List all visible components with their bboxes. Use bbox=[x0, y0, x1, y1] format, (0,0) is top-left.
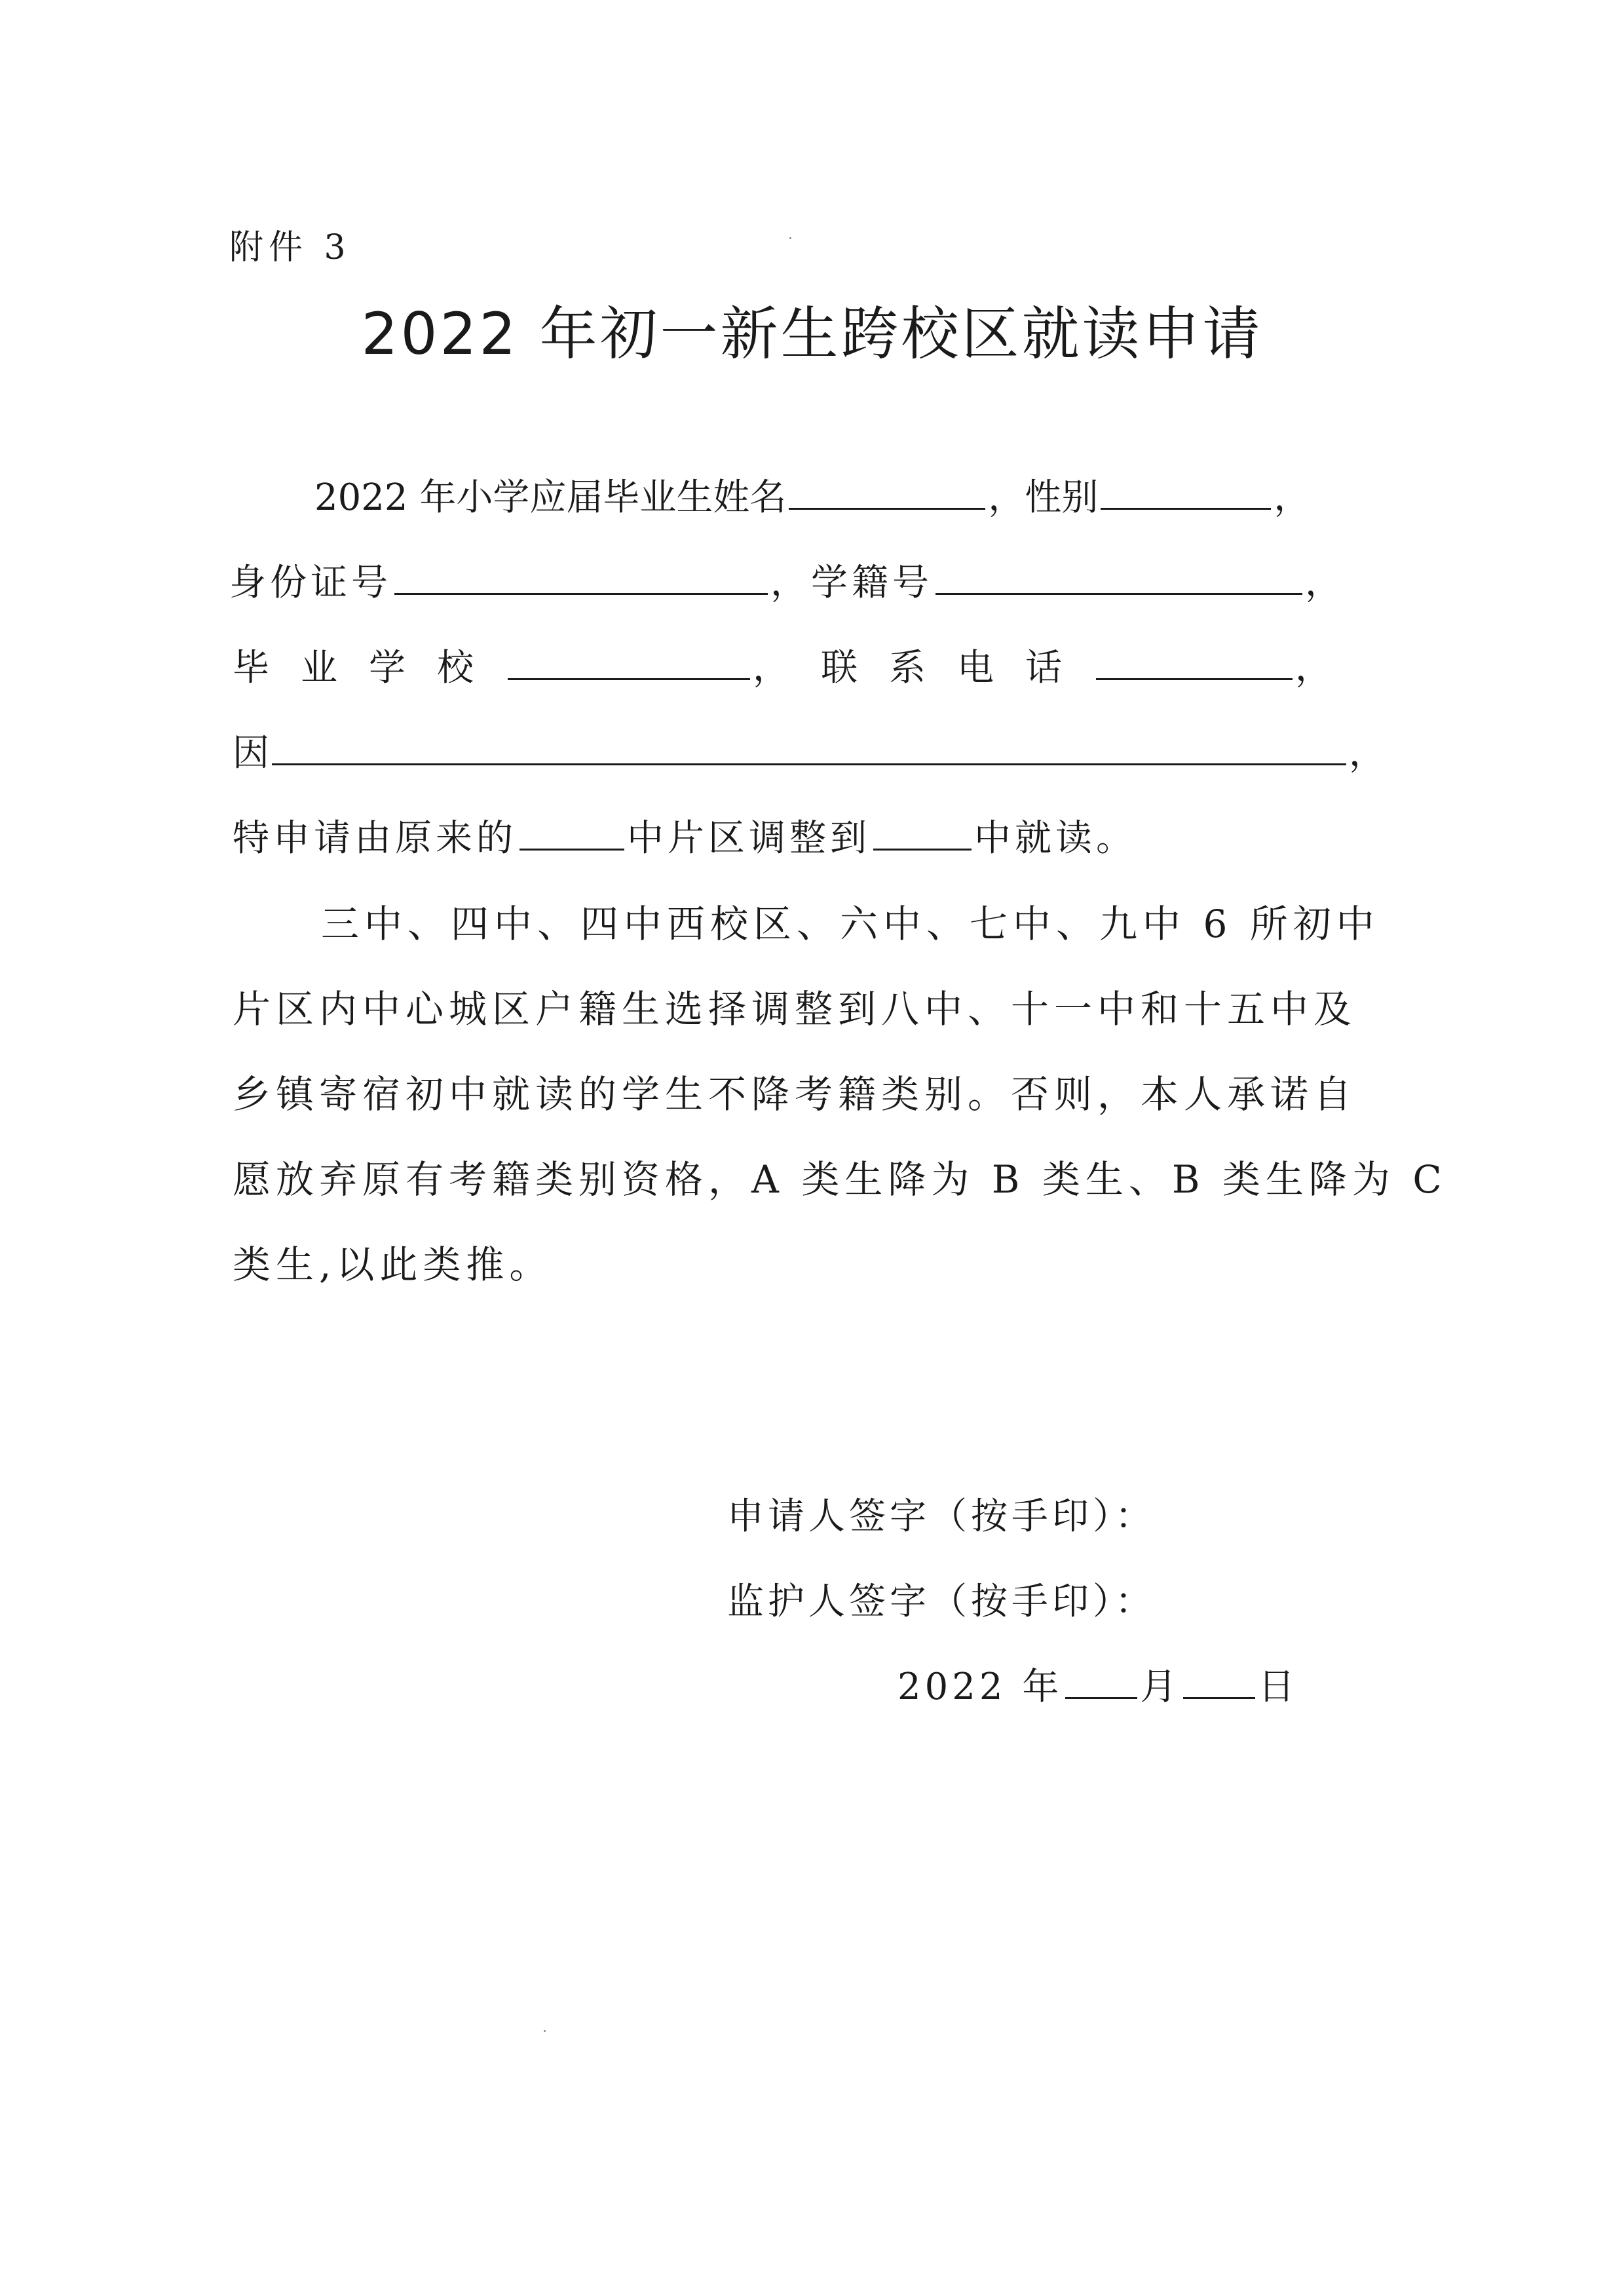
notice-line-4: 愿放弃原有考籍类别资格，A 类生降为 B 类生、B 类生降为 C bbox=[233, 1157, 1447, 1202]
attachment-label: 附件 3 bbox=[229, 228, 351, 267]
notice-line-2: 片区内中心城区户籍生选择调整到八中、十一中和十五中及 bbox=[233, 987, 1357, 1031]
studentno-label: ，学籍号 bbox=[770, 562, 933, 604]
studentno-blank[interactable] bbox=[935, 560, 1302, 595]
notice-line-1: 三中、四中、四中西校区、六中、七中、九中 6 所初中 bbox=[321, 902, 1380, 946]
form-line-reason bbox=[233, 731, 1386, 776]
day-blank[interactable] bbox=[1183, 1664, 1255, 1699]
transfer-end-label: 中就读。 bbox=[974, 817, 1137, 860]
line1-end: ， bbox=[1274, 476, 1311, 519]
applicant-signature-label: 申请人签字（按手印）： bbox=[727, 1495, 1156, 1538]
line2-end: ， bbox=[1305, 562, 1346, 604]
phone-blank[interactable] bbox=[1096, 645, 1293, 680]
transfer-to-label: 中片区调整到 bbox=[627, 817, 871, 860]
document-title: 2022 年初一新生跨校区就读申请 bbox=[361, 300, 1263, 368]
scan-speck bbox=[544, 2030, 546, 2032]
id-blank[interactable] bbox=[394, 560, 768, 595]
to-school-blank[interactable] bbox=[873, 816, 972, 851]
gender-label: ，性别 bbox=[988, 476, 1099, 519]
transfer-from-label: 特申请由原来的 bbox=[233, 817, 517, 860]
line3-end: ， bbox=[1295, 647, 1332, 689]
notice-line-3: 乡镇寄宿初中就读的学生不降考籍类别。否则，本人承诺自 bbox=[233, 1072, 1357, 1117]
form-line-id-studentno bbox=[229, 560, 1346, 606]
form-line-school-phone bbox=[233, 645, 1332, 691]
gender-blank[interactable] bbox=[1101, 475, 1271, 510]
id-label: 身份证号 bbox=[229, 562, 392, 604]
reason-label: 因 bbox=[233, 732, 269, 775]
notice-line-5: 类生,以此类推。 bbox=[233, 1242, 553, 1287]
date-year-label: 2022 年 bbox=[897, 1666, 1063, 1708]
from-school-blank[interactable] bbox=[519, 816, 624, 851]
date-month-label: 月 bbox=[1140, 1666, 1181, 1708]
date-day-label: 日 bbox=[1258, 1666, 1299, 1708]
month-blank[interactable] bbox=[1065, 1664, 1137, 1699]
phone-label: ，联系电话 bbox=[753, 647, 1093, 689]
school-label: 毕业学校 bbox=[233, 647, 505, 689]
date-line bbox=[897, 1664, 1298, 1710]
school-blank[interactable] bbox=[508, 645, 750, 680]
scan-speck bbox=[789, 237, 791, 239]
guardian-signature-label: 监护人签字（按手印）： bbox=[727, 1580, 1156, 1623]
line4-end: ， bbox=[1349, 732, 1386, 775]
reason-blank[interactable] bbox=[272, 731, 1346, 765]
form-line-name-gender bbox=[314, 475, 1310, 521]
form-line-transfer bbox=[233, 816, 1137, 862]
name-blank[interactable] bbox=[789, 475, 985, 510]
name-label: 2022 年小学应届毕业生姓名 bbox=[314, 476, 787, 519]
